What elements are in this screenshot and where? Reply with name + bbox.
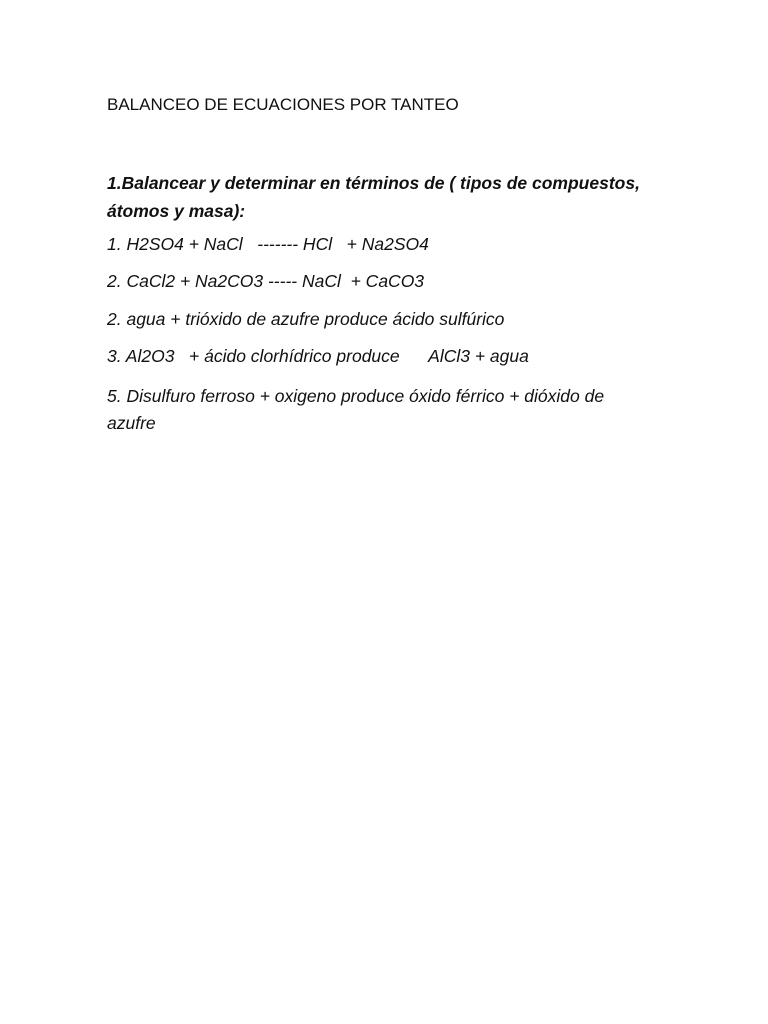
equation-item: 2. agua + trióxido de azufre produce ácido sulfúrico bbox=[107, 309, 505, 329]
equation-item: 1. H2SO4 + NaCl ------- HCl + Na2SO4 bbox=[107, 234, 429, 254]
equation-item: 3. Al2O3 + ácido clorhídrico produce AlCl3 + agua bbox=[107, 346, 529, 366]
instruction-heading: 1.Balancear y determinar en términos de ( tipos de compuestos, átomos y masa): bbox=[107, 173, 640, 221]
equation-item: 2. CaCl2 + Na2CO3 ----- NaCl + CaCO3 bbox=[107, 271, 425, 291]
equation-item: 5. Disulfuro ferroso + oxigeno produce óxido férrico + dióxido de azufre bbox=[107, 386, 609, 433]
document-title: BALANCEO DE ECUACIONES POR TANTEO bbox=[107, 95, 459, 114]
